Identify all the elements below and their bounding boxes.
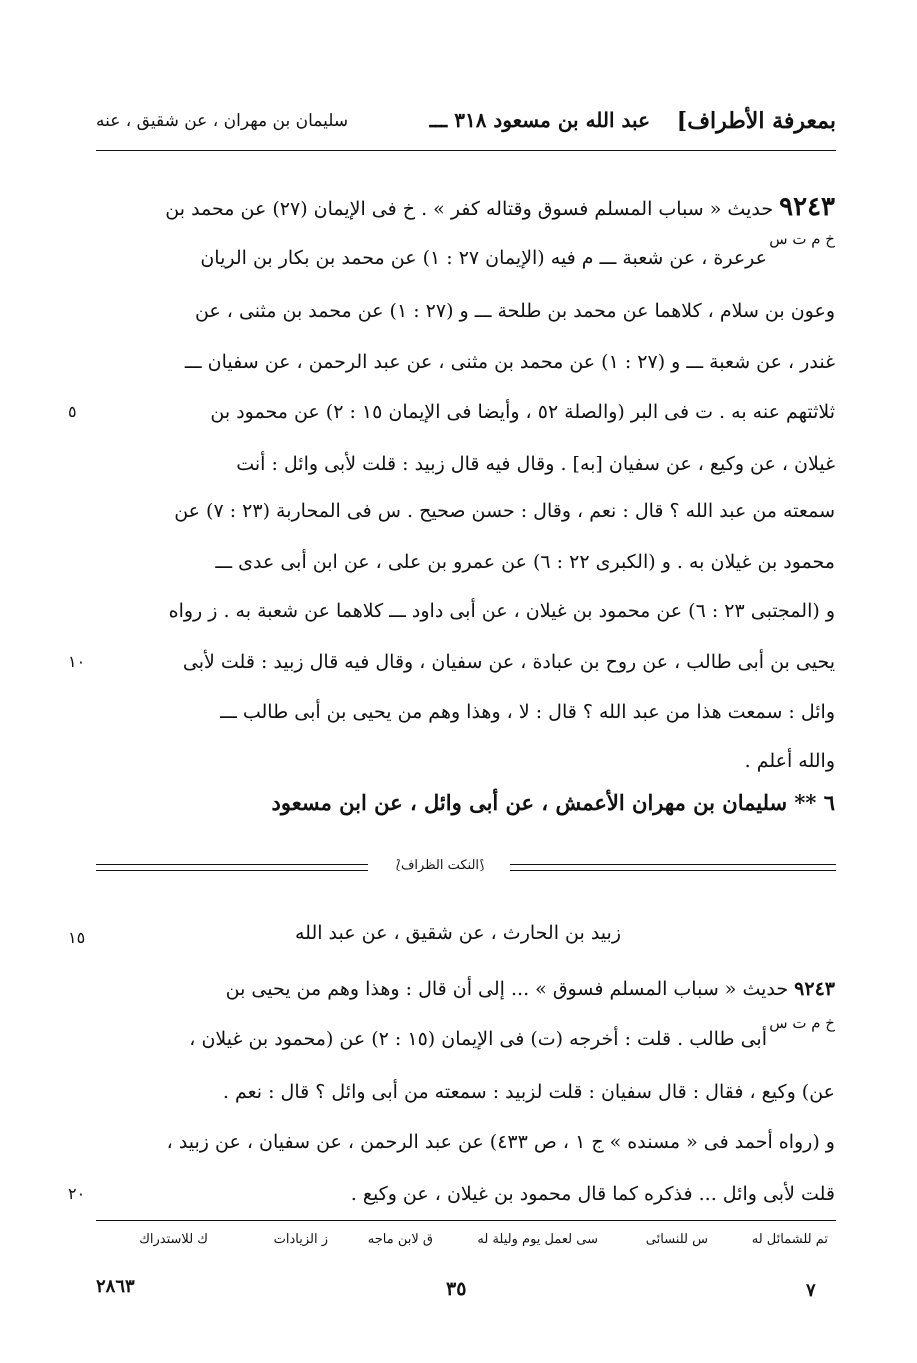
entry2-sigla: خ م ت س bbox=[769, 1014, 835, 1032]
header-rule bbox=[96, 150, 836, 151]
margin-line-15: ١٥ bbox=[68, 928, 86, 947]
ornamental-divider bbox=[96, 856, 836, 880]
entry1-line-8: محمود بن غيلان به . و (الكبرى ٢٢ : ٦) عن عمرو بن على ، عن ابن أبى عدى ـــ bbox=[215, 551, 835, 573]
entry2-number: ٩٢٤٣ bbox=[794, 978, 835, 1000]
entry1-line-6: غيلان ، عن وكيع ، عن سفيان [به] . وقال فيه قال زبيد : قلت لأبى وائل : أنت bbox=[236, 453, 835, 475]
section-marker: ٦ ** bbox=[787, 790, 835, 815]
margin-line-10: ١٠ bbox=[68, 652, 86, 671]
entry2-line-3: عن) وكيع ، فقال : قال سفيان : قلت لزبيد : سمعته من أبى وائل ؟ قال : نعم . bbox=[222, 1081, 835, 1103]
margin-line-5: ٥ bbox=[68, 402, 77, 421]
divider-bar-right bbox=[510, 864, 836, 871]
abbreviation-key bbox=[92, 1232, 828, 1258]
entry2-line-2: أبى طالب . قلت : أخرجه (ت) فى الإيمان (١٥ : ٢) عن (محمود بن غيلان ، bbox=[189, 1028, 767, 1050]
entry1-line-11: وائل : سمعت هذا من عبد الله ؟ قال : لا ، وهذا وهم من يحيى بن أبى طالب ـــ bbox=[220, 701, 835, 723]
entry1-line-1 bbox=[105, 193, 835, 223]
page-number: ٣٥ bbox=[446, 1278, 467, 1300]
abbrev-item: ق لابن ماجه bbox=[367, 1232, 433, 1247]
footer-left-number: ٢٨٦٣ bbox=[96, 1276, 135, 1297]
entry1-number: ٩٢٤٣ bbox=[779, 193, 835, 222]
footer-right-number: ٧ bbox=[806, 1280, 816, 1301]
entry1-line-12: والله أعلم . bbox=[744, 750, 835, 772]
entry1-line-3: وعون بن سلام ، كلاهما عن محمد بن طلحة ـــ و (٢٧ : ١) عن محمد بن مثنى ، عن bbox=[194, 300, 835, 322]
entry2-line-5: قلت لأبى وائل ... فذكره كما قال محمود بن غيلان ، عن وكيع . bbox=[350, 1183, 835, 1205]
header-title-left: سليمان بن مهران ، عن شقيق ، عنه bbox=[96, 111, 349, 131]
entry2-line-1 bbox=[105, 975, 835, 1003]
abbrev-item: ز الزيادات bbox=[273, 1232, 328, 1247]
divider-label: النكت الظراف bbox=[400, 858, 480, 873]
divider-cartouche: ⟅النكت الظراف⟆ bbox=[395, 858, 485, 873]
header-title-mid: عبد الله بن مسعود ٣١٨ ـــ bbox=[429, 108, 650, 132]
divider-bar-left bbox=[96, 864, 368, 871]
entry2-chain: زبيد بن الحارث ، عن شقيق ، عن عبد الله bbox=[294, 922, 621, 944]
abbrev-item: سى لعمل يوم وليلة له bbox=[477, 1232, 598, 1247]
entry1-line-7: سمعته من عبد الله ؟ قال : نعم ، وقال : حسن صحيح . س فى المحاربة (٢٣ : ٧) عن bbox=[174, 500, 835, 522]
footer-rule bbox=[96, 1220, 836, 1221]
entry1-line-5: ثلاثتهم عنه به . ت فى البر (والصلة ٥٢ ، وأيضا فى الإيمان ١٥ : ٢) عن محمود بن bbox=[210, 401, 835, 423]
header-title-right: بمعرفة الأطراف] bbox=[676, 108, 836, 134]
entry1-line-4: غندر ، عن شعبة ـــ و (٢٧ : ١) عن محمد بن مثنى ، عن عبد الرحمن ، عن سفيان ـــ bbox=[184, 351, 835, 373]
abbrev-item: س للنسائى bbox=[645, 1232, 708, 1247]
entry1-line-2: عرعرة ، عن شعبة ـــ م فيه (الإيمان ٢٧ : ١) عن محمد بن بكار بن الريان bbox=[200, 247, 767, 269]
abbrev-item: ك للاستدراك bbox=[139, 1232, 208, 1247]
section-heading bbox=[272, 790, 835, 815]
entry1-line-text: حديث « سباب المسلم فسوق وقتاله كفر » . خ فى الإيمان (٢٧) عن محمد بن bbox=[165, 198, 774, 220]
entry1-line-10: يحيى بن أبى طالب ، عن روح بن عبادة ، عن سفيان ، وقال فيه قال زبيد : قلت لأبى bbox=[182, 651, 835, 673]
entry2-line-4: و (رواه أحمد فى « مسنده » ج ١ ، ص ٤٣٣) عن عبد الرحمن ، عن سفيان ، عن زبيد ، bbox=[166, 1131, 835, 1153]
entry2-line-text: حديث « سباب المسلم فسوق » ... إلى أن قال : وهذا وهم من يحيى بن bbox=[225, 978, 789, 1000]
abbrev-item: تم للشمائل له bbox=[751, 1232, 828, 1247]
margin-line-20: ٢٠ bbox=[68, 1184, 86, 1203]
running-header bbox=[96, 108, 836, 144]
entry1-line-9: و (المجتبى ٢٣ : ٦) عن محمود بن غيلان ، عن أبى داود ـــ كلاهما عن شعبة به . ز رواه bbox=[168, 600, 835, 622]
entry1-sigla: خ م ت س bbox=[769, 230, 835, 248]
section-heading-text: سليمان بن مهران الأعمش ، عن أبى وائل ، عن ابن مسعود bbox=[271, 790, 788, 815]
